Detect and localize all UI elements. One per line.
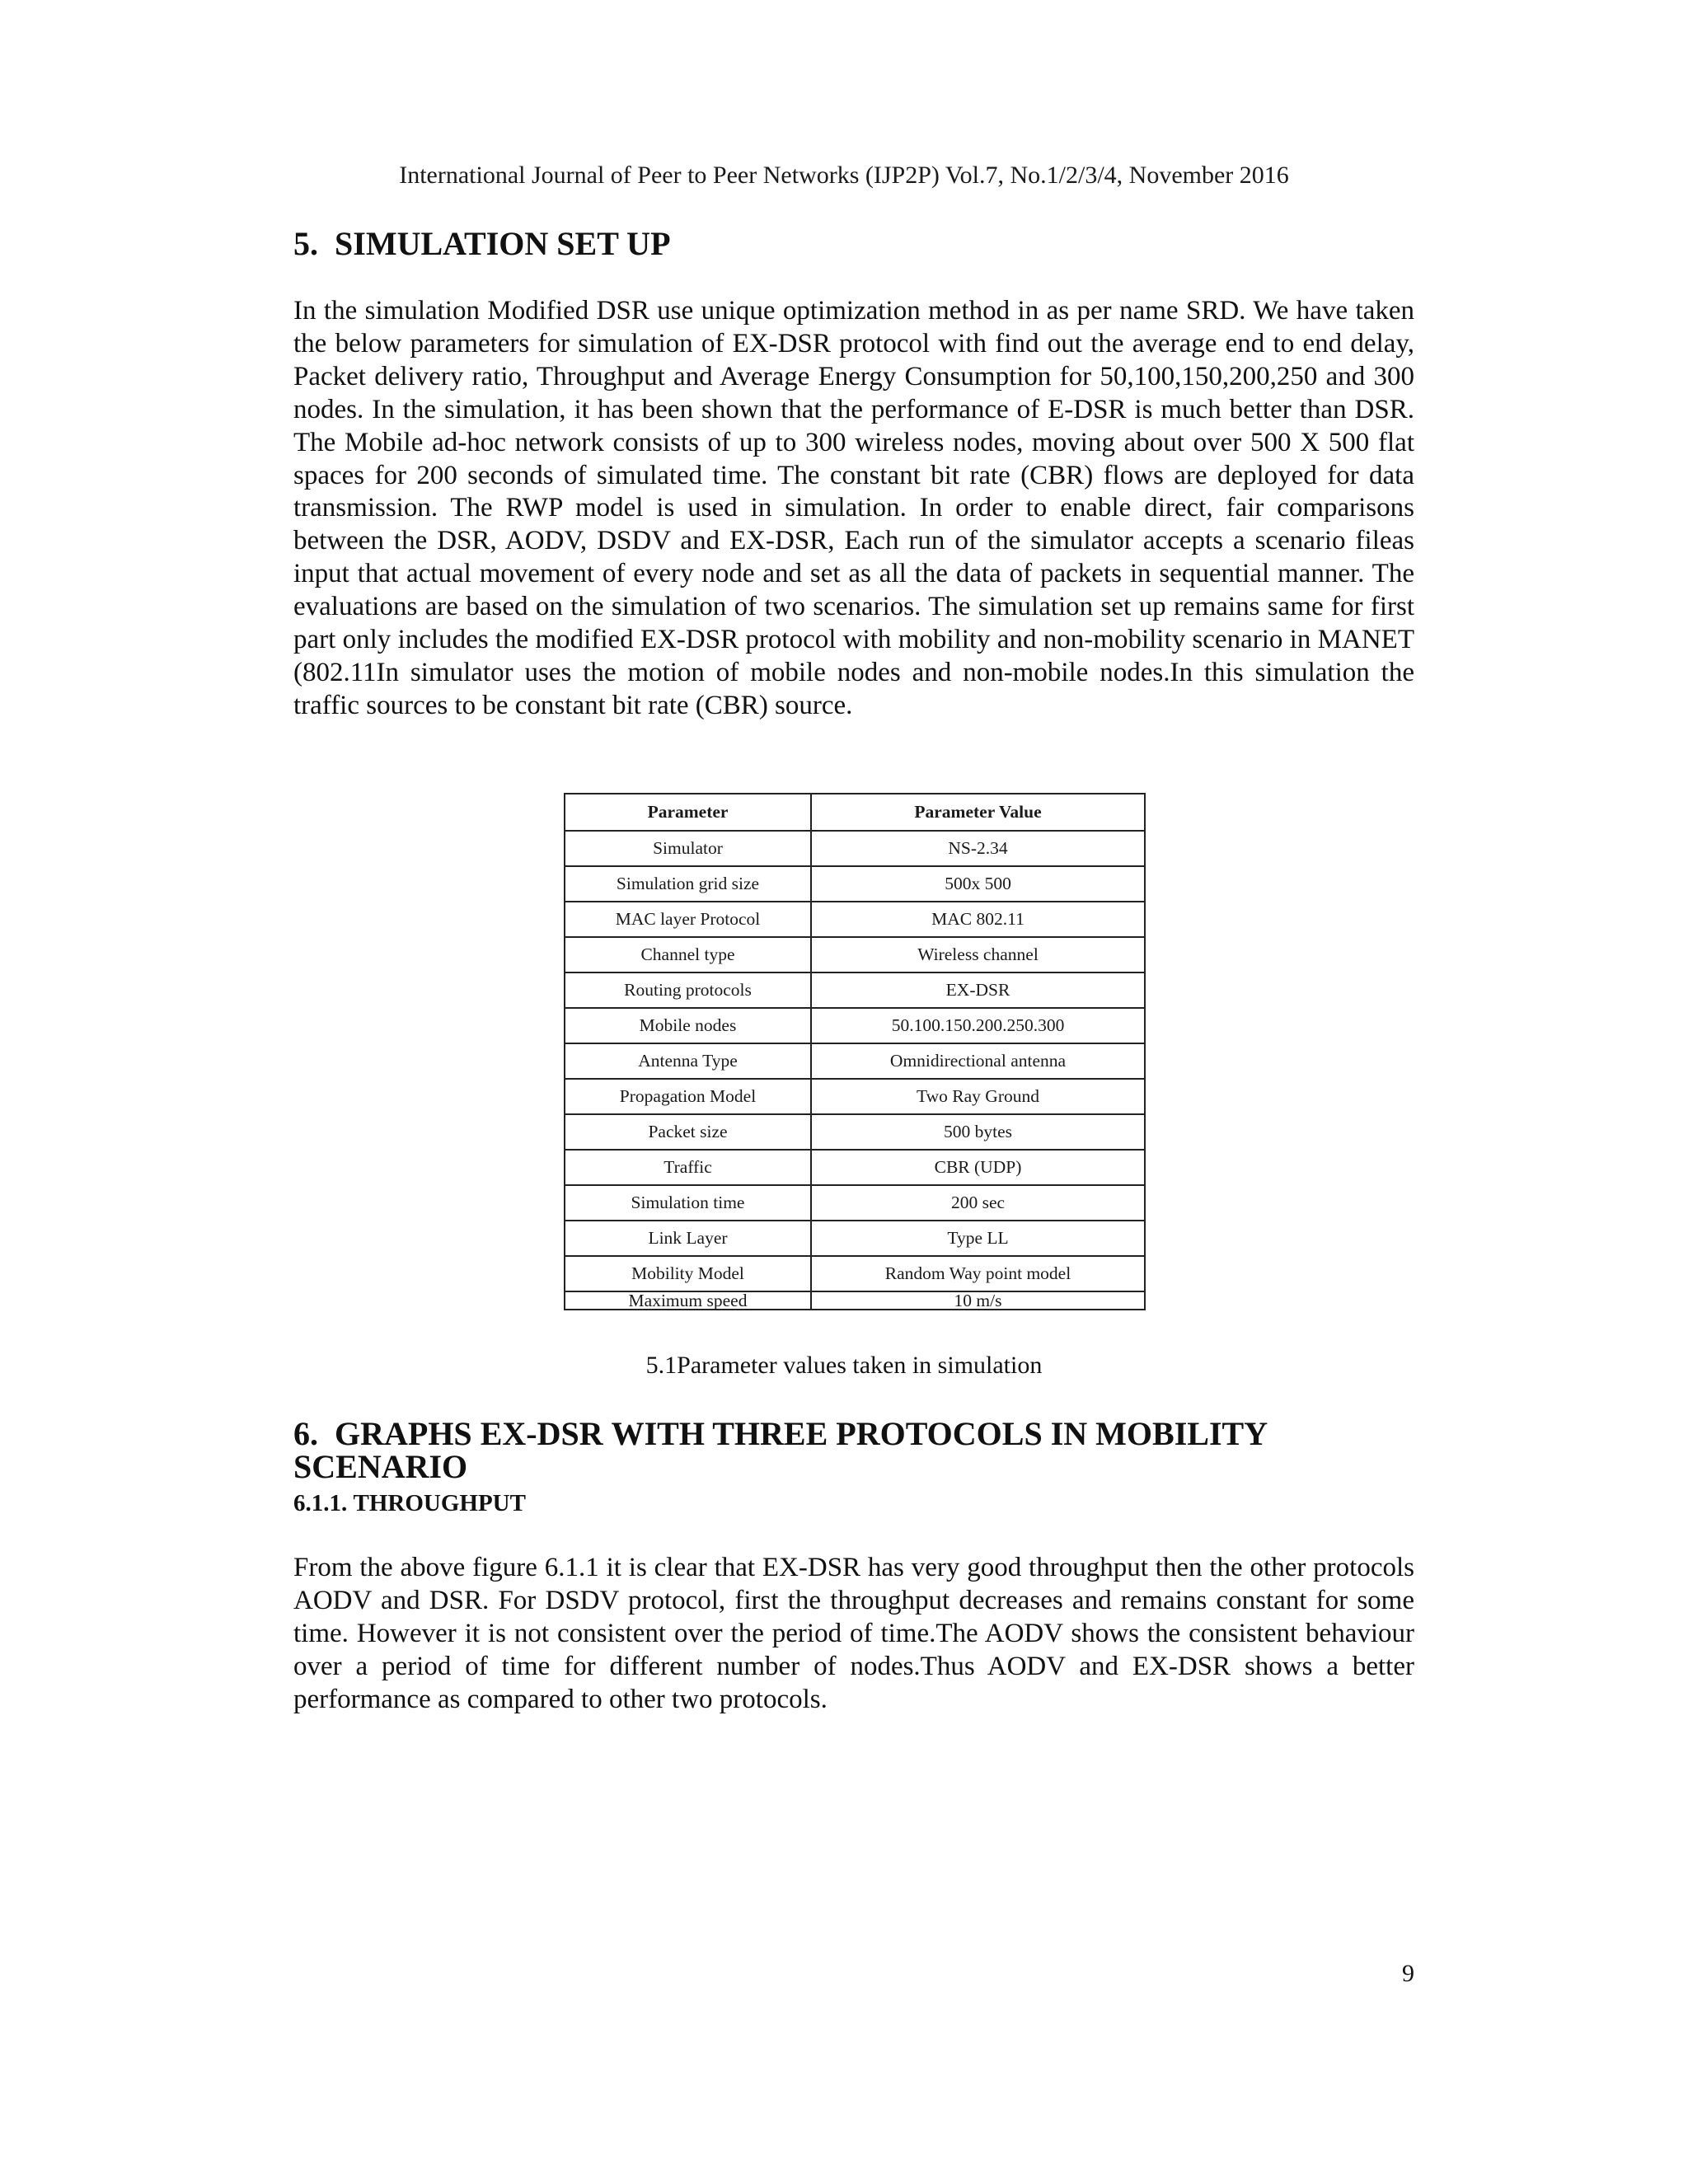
table-cell: MAC layer Protocol bbox=[565, 902, 811, 937]
table-cell: Random Way point model bbox=[811, 1256, 1145, 1291]
table-row bbox=[565, 1079, 1145, 1114]
section-5-number: 5. bbox=[293, 225, 318, 262]
table-cell: Link Layer bbox=[565, 1221, 811, 1256]
section-6-title-part-b: EX-DSR bbox=[480, 1415, 603, 1452]
table-cell: 200 sec bbox=[811, 1185, 1145, 1221]
table-cell: Maximum speed bbox=[565, 1291, 811, 1310]
table-cell: 10 m/s bbox=[811, 1291, 1145, 1310]
table-row bbox=[565, 1008, 1145, 1043]
table-row bbox=[565, 1291, 1145, 1310]
section-6-title-part-a: GRAPHS bbox=[335, 1415, 472, 1452]
table-header-cell: Parameter Value bbox=[811, 794, 1145, 831]
section-6-heading bbox=[293, 1415, 1414, 1485]
table-cell: Wireless channel bbox=[811, 937, 1145, 972]
table-row bbox=[565, 1221, 1145, 1256]
section-6-number: 6. bbox=[293, 1415, 318, 1452]
table-row bbox=[565, 937, 1145, 972]
table-cell: Mobility Model bbox=[565, 1256, 811, 1291]
table-header-cell: Parameter bbox=[565, 794, 811, 831]
section-5-body bbox=[293, 295, 1414, 723]
section-6-1-1-title: THROUGHPUT bbox=[353, 1490, 526, 1516]
table-row bbox=[565, 831, 1145, 866]
table-caption: 5.1Parameter values taken in simulation bbox=[645, 1352, 1043, 1379]
table-cell: Antenna Type bbox=[565, 1043, 811, 1079]
section-6-1-1-paragraph: From the above figure 6.1.1 it is clear that EX-DSR has very good throughput then the other protocols AODV and DSR. For DSDV protocol, first the throughput decreases and remains constant for some time. However it is not consistent over the period of time.The AODV shows the consistent behaviour over a period of time for different number of nodes.Thus AODV and EX-DSR shows a better performance as compared to other two protocols. bbox=[293, 1553, 1414, 1714]
table-cell: NS-2.34 bbox=[811, 831, 1145, 866]
table-cell: Traffic bbox=[565, 1150, 811, 1185]
table-cell: Type LL bbox=[811, 1221, 1145, 1256]
table-row bbox=[565, 1114, 1145, 1150]
table-cell: Simulation grid size bbox=[565, 866, 811, 902]
section-5-heading bbox=[293, 227, 1414, 260]
section-6-1-1-heading bbox=[293, 1490, 1414, 1517]
section-6-1-1-number: 6.1.1. bbox=[293, 1490, 348, 1516]
page-number: 9 bbox=[1402, 1960, 1414, 1987]
table-row bbox=[565, 1150, 1145, 1185]
table-cell: Packet size bbox=[565, 1114, 811, 1150]
table-cell: Simulation time bbox=[565, 1185, 811, 1221]
section-5-title: SIMULATION SET UP bbox=[335, 225, 671, 262]
table-cell: CBR (UDP) bbox=[811, 1150, 1145, 1185]
parameter-table bbox=[564, 793, 1146, 1310]
table-row bbox=[565, 1185, 1145, 1221]
table-cell: Channel type bbox=[565, 937, 811, 972]
section-5-paragraph: In the simulation Modified DSR use unique optimization method in as per name SRD. We have taken the below parameters for simulation of EX-DSR protocol with find out the average end to end delay, Packet delivery ratio, Throughput and Average Energy Consumption for 50,100,150,200,250 and 300 nodes. In the simulation, it has been shown that the performance of E-DSR is much better than DSR. The Mobile ad-hoc network consists of up to 300 wireless nodes, moving about over 500 X 500 flat spaces for 200 seconds of simulated time. The constant bit rate (CBR) flows are deployed for data transmission. The RWP model is used in simulation. In order to enable direct, fair comparisons between the DSR, AODV, DSDV and EX-DSR, Each run of the simulator accepts a scenario fileas input that actual movement of every node and set as all the data of packets in sequential manner. The evaluations are based on the simulation of two scenarios. The simulation set up remains same for first part only includes the modified EX-DSR protocol with mobility and non-mobility scenario in MANET (802.11In simulator uses the motion of mobile nodes and non-mobile nodes.In this simulation the traffic sources to be constant bit rate (CBR) source. bbox=[293, 296, 1414, 720]
parameter-table-wrapper bbox=[564, 793, 1146, 1310]
table-cell: 50.100.150.200.250.300 bbox=[811, 1008, 1145, 1043]
table-cell: Propagation Model bbox=[565, 1079, 811, 1114]
section-6-title-part-c: WITH THREE PROTOCOLS IN MOBILITY SCENARIO bbox=[293, 1415, 1267, 1485]
table-header-row bbox=[565, 794, 1145, 831]
journal-header: International Journal of Peer to Peer Networks (IJP2P) Vol.7, No.1/2/3/4, November 2016 bbox=[399, 162, 1289, 189]
table-row bbox=[565, 972, 1145, 1008]
table-cell: MAC 802.11 bbox=[811, 902, 1145, 937]
table-cell: Two Ray Ground bbox=[811, 1079, 1145, 1114]
section-6-1-1-body bbox=[293, 1552, 1414, 1717]
table-row bbox=[565, 1256, 1145, 1291]
table-cell: 500x 500 bbox=[811, 866, 1145, 902]
table-cell: EX-DSR bbox=[811, 972, 1145, 1008]
table-cell: Omnidirectional antenna bbox=[811, 1043, 1145, 1079]
table-cell: Mobile nodes bbox=[565, 1008, 811, 1043]
table-cell: Routing protocols bbox=[565, 972, 811, 1008]
table-row bbox=[565, 902, 1145, 937]
table-cell: 500 bytes bbox=[811, 1114, 1145, 1150]
table-row bbox=[565, 866, 1145, 902]
table-cell: Simulator bbox=[565, 831, 811, 866]
table-row bbox=[565, 1043, 1145, 1079]
